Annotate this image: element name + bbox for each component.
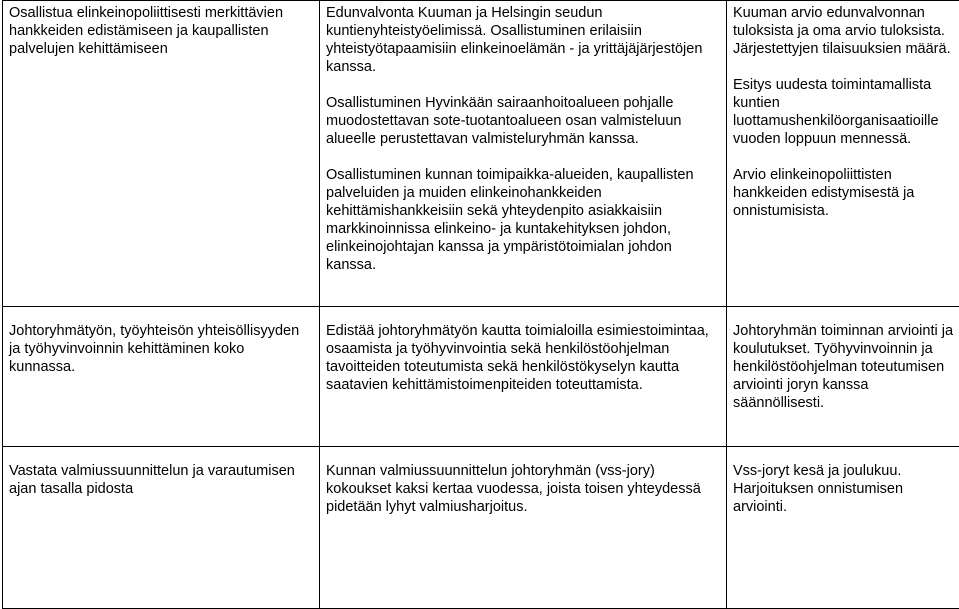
actions-cell	[320, 1, 727, 307]
evaluation-text: Johtoryhmän toiminnan arviointi ja koulutukset. Työhyvinvoinnin ja henkilöstöohjelman toteutumisen arviointi joryn kanssa säännöllisesti.	[733, 322, 958, 412]
action-text: Kunnan valmiussuunnittelun johtoryhmän (vss-jory) kokoukset kaksi kertaa vuodessa, joista toisen yhteydessä pidetään lyhyt valmiusharjoitus.	[326, 462, 720, 516]
table-row	[3, 307, 959, 447]
goal-text: Osallistua elinkeinopoliittisesti merkittävien hankkeiden edistämiseen ja kaupallisten palvelujen kehittämiseen	[9, 4, 313, 58]
action-text: Edunvalvonta Kuuman ja Helsingin seudun kuntienyhteistyöelimissä. Osallistuminen erilaisiin yhteistyötapaamisiin elinkeinoelämän - ja yrittäjäjärjestöjen kanssa.	[326, 4, 720, 76]
evaluation-text: Kuuman arvio edunvalvonnan tuloksista ja oma arvio tuloksista. Järjestettyjen tilaisuuksien määrä.	[733, 4, 958, 58]
evaluation-cell	[727, 447, 959, 609]
evaluation-text: Arvio elinkeinopoliittisten hankkeiden edistymisestä ja onnistumisista.	[733, 166, 958, 220]
goal-cell	[3, 1, 320, 307]
goal-text: Vastata valmiussuunnittelun ja varautumisen ajan tasalla pidosta	[9, 462, 313, 498]
evaluation-text: Esitys uudesta toimintamallista kuntien luottamushenkilöorganisaatioille vuoden loppuun mennessä.	[733, 76, 958, 148]
action-text: Osallistuminen Hyvinkään sairaanhoitoalueen pohjalle muodostettavan sote-tuotantoalueen osan valmisteluun alueelle perustettavan valmisteluryhmän kanssa.	[326, 94, 720, 148]
table-row	[3, 1, 959, 307]
action-plan-table	[2, 0, 959, 609]
actions-cell	[320, 307, 727, 447]
goal-cell	[3, 447, 320, 609]
evaluation-text: Vss-joryt kesä ja joulukuu. Harjoituksen onnistumisen arviointi.	[733, 462, 958, 516]
goal-text: Johtoryhmätyön, työyhteisön yhteisöllisyyden ja työhyvinvoinnin kehittäminen koko kunnassa.	[9, 322, 313, 376]
actions-cell	[320, 447, 727, 609]
goal-cell	[3, 307, 320, 447]
action-text: Osallistuminen kunnan toimipaikka-alueiden, kaupallisten palveluiden ja muiden elinkeinohankkeiden kehittämishankkeisiin sekä yhteydenpito asiakkaisiin markkinoinnissa elinkeino- ja kuntakehityksen johdon, elinkeinojohtajan kanssa ja ympäristötoimialan johdon kanssa.	[326, 166, 720, 274]
evaluation-cell	[727, 1, 959, 307]
action-text: Edistää johtoryhmätyön kautta toimialoilla esimiestoimintaa, osaamista ja työhyvinvointia sekä henkilöstöohjelman tavoitteiden toteutumista sekä henkilöstökyselyn kautta saatavien kehittämistoimenpiteiden toteuttamista.	[326, 322, 720, 394]
table-row	[3, 447, 959, 609]
evaluation-cell	[727, 307, 959, 447]
